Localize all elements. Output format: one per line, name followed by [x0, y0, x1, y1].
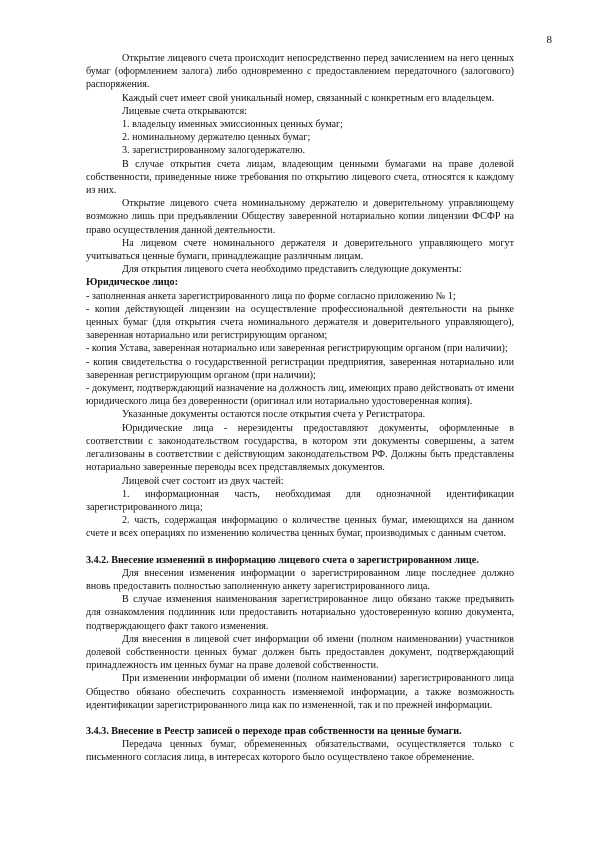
paragraph: На лицевом счете номинального держателя и доверительного управляющего могут учитываться ценные бумаги, принадлежащие различным лицам.: [86, 237, 514, 263]
paragraph: В случае открытия счета лицам, владеющим ценными бумагами на праве долевой собственности, приведенные ниже требования по открытию лицевого счета, относятся к каждому из них.: [86, 158, 514, 197]
section-heading-3-4-3: 3.4.3. Внесение в Реестр записей о переходе прав собственности на ценные бумаги.: [86, 725, 462, 737]
page-number: 8: [546, 34, 552, 46]
list-item: - копия свидетельства о государственной регистрации предприятия, заверенная нотариально или заверенная регистрирующим органом (при наличии);: [86, 356, 514, 381]
paragraph: Для внесения изменения информации о зарегистрированном лице последнее должно вновь предоставить полностью заполненную анкету зарегистрированного лица.: [86, 567, 514, 592]
list-item: 3. зарегистрированному залогодержателю.: [122, 145, 306, 157]
paragraph: Указанные документы остаются после открытия счета у Регистратора.: [122, 409, 426, 421]
paragraph: Каждый счет имеет свой уникальный номер, связанный с конкретным его владельцем.: [122, 92, 495, 104]
paragraph: Лицевые счета открываются:: [122, 105, 248, 117]
list-item: 2. часть, содержащая информацию о количестве ценных бумаг, имеющихся на данном счете и всех операциях по изменению количества ценных бумаг, производимых с данным счетом.: [86, 515, 514, 540]
list-item: 1. владельцу именных эмиссионных ценных бумаг;: [122, 119, 343, 131]
paragraph: Передача ценных бумаг, обремененных обязательствами, осуществляется только с письменного согласия лица, в интересах которого было осуществлено такое обременение.: [86, 739, 514, 764]
paragraph: Для открытия лицевого счета необходимо представить следующие документы:: [122, 264, 462, 276]
list-item: 1. информационная часть, необходимая для однозначной идентификации зарегистрированного лица;: [86, 488, 514, 513]
paragraph: Открытие лицевого счета происходит непосредственно перед зачислением на него ценных бумаг (оформлением залога) либо одновременно с предоставлением передаточного (залогового) распоряжения.: [86, 53, 514, 91]
list-item: - копия действующей лицензии на осуществление профессиональной деятельности на рынке ценных бумаг (для открытия счета номинального держателя и доверительного управляющего), заверенная нотариально или регистрирующим органом;: [86, 303, 514, 342]
paragraph: В случае изменения наименования зарегистрированное лицо обязано также предъявить для ознакомления подлинник или предоставить нотариально удостоверенную копию документа, подтверждающего факт такого изменения.: [86, 594, 514, 632]
paragraph: Юридические лица - нерезиденты предоставляют документы, оформленные в соответствии с законодательством государства, в котором эти документы совершены, а затем легализованы в соответствии с действующим законодательством РФ. Должны быть представлены нотариально заверенные переводы всех представляемых документов.: [86, 422, 514, 474]
list-item: - копия Устава, заверенная нотариально или заверенная регистрирующим органом (при наличии);: [86, 343, 508, 355]
paragraph: Лицевой счет состоит из двух частей:: [122, 475, 284, 487]
legal-entity-heading: Юридическое лицо:: [86, 277, 178, 289]
paragraph: При изменении информации об имени (полном наименовании) зарегистрированного лица Общество обязано обеспечить сохранность изменяемой информации, а также возможность идентификации зарегистрированного лица как по измененной, так и по прежней информации.: [86, 673, 514, 711]
paragraph: Для внесения в лицевой счет информации об имени (полном наименовании) участников долевой собственности ценных бумаг должен быть предоставлен документ, подтверждающий принадлежность им ценных бумаг на праве долевой собственности.: [86, 633, 514, 672]
section-heading-3-4-2: 3.4.2. Внесение изменений в информацию лицевого счета о зарегистрированном лице.: [86, 554, 479, 566]
document-body: [86, 52, 514, 765]
list-item: - документ, подтверждающий назначение на должность лиц, имеющих право действовать от имени юридического лица без доверенности (оригинал или нотариально удостоверенная копия).: [86, 383, 514, 408]
paragraph: Открытие лицевого счета номинальному держателю и доверительному управляющему возможно лишь при предъявлении Обществу заверенной нотариально копии лицензии ФСФР на право осуществления данной деятельности.: [86, 198, 514, 236]
list-item: 2. номинальному держателю ценных бумаг;: [122, 132, 311, 144]
list-item: - заполненная анкета зарегистрированного лица по форме согласно приложению № 1;: [86, 290, 456, 302]
